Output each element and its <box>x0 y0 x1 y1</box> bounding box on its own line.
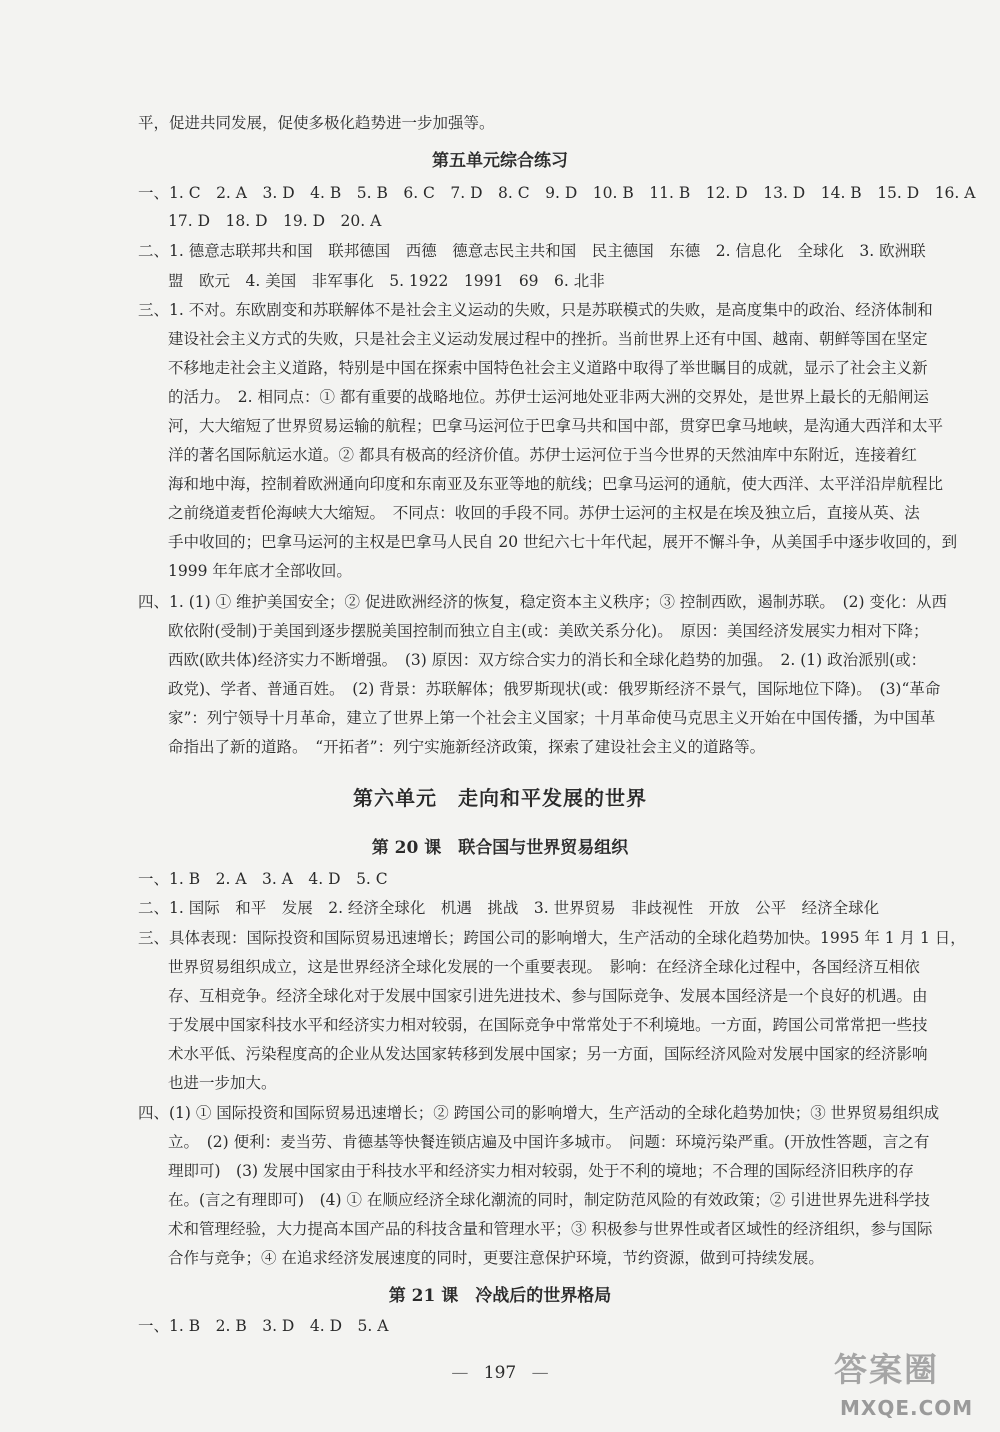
answer-line: 1999 年年底才全部收回。 <box>168 562 352 580</box>
lesson20-heading: 第 20 课 联合国与世界贸易组织 <box>371 838 629 858</box>
answer-line: 一、1. B 2. B 3. D 4. D 5. A <box>138 1317 389 1335</box>
answer-line: 在。(言之有理即可) (4) ① 在顺应经济全球化潮流的同时，制定防范风险的有效政策；② 引进世界先进科学技 <box>168 1191 930 1209</box>
answer-line: 三、1. 不对。东欧剧变和苏联解体不是社会主义运动的失败，只是苏联模式的失败，是高度集中的政治、经济体制和 <box>138 301 933 319</box>
answer-line: 17. D 18. D 19. D 20. A <box>168 212 382 230</box>
answer-line: 术和管理经验，大力提高本国产品的科技含量和管理水平；③ 积极参与世界性或者区域性的经济组织，参与国际 <box>168 1220 933 1238</box>
answer-line: 二、1. 德意志联邦共和国 联邦德国 西德 德意志民主共和国 民主德国 东德 2. 信息化 全球化 3. 欧洲联 <box>138 242 926 260</box>
answer-line: 四、1. (1) ① 维护美国安全；② 促进欧洲经济的恢复，稳定资本主义秩序；③ 控制西欧，遏制苏联。 (2) 变化：从西 <box>138 593 948 611</box>
watermark-logo-text: 答案圈 <box>834 1350 939 1389</box>
answer-line: 政党)、学者、普通百姓。 (2) 背景：苏联解体；俄罗斯现状(或：俄罗斯经济不景气，国际地位下降)。 (3)“革命 <box>168 680 941 698</box>
answer-line: 存、互相竞争。经济全球化对于发展中国家引进先进技术、参与国际竞争、发展本国经济是一个良好的机遇。由 <box>168 987 928 1005</box>
intro-line: 平，促进共同发展，促使多极化趋势进一步加强等。 <box>138 114 495 132</box>
answer-line: 西欧(欧共体)经济实力不断增强。 (3) 原因：双方综合实力的消长和全球化趋势的加强。 2. (1) 政治派别(或： <box>168 651 927 669</box>
answer-line: 二、1. 国际 和平 发展 2. 经济全球化 机遇 挑战 3. 世界贸易 非歧视性 开放 公平 经济全球化 <box>138 899 880 917</box>
answer-line: 手中收回的；巴拿马运河的主权是巴拿马人民自 20 世纪六七十年代起，展开不懈斗争，从美国手中逐步收回的，到 <box>168 533 958 551</box>
page-number-dash-right: — <box>531 1363 549 1383</box>
answer-line: 理即可) (3) 发展中国家由于科技水平和经济实力相对较弱，处于不利的境地；不合理的国际经济旧秩序的存 <box>168 1162 914 1180</box>
answer-line: 命指出了新的道路。 “开拓者”：列宁实施新经济政策，探索了建设社会主义的道路等。 <box>168 738 766 756</box>
answer-line: 术水平低、污染程度高的企业从发达国家转移到发展中国家；另一方面，国际经济风险对发展中国家的经济影响 <box>168 1045 928 1063</box>
answer-line: 一、1. C 2. A 3. D 4. B 5. B 6. C 7. D 8. C 9. D 10. B 11. B 12. D 13. D 14. B 15. D 16. A <box>138 184 976 202</box>
answer-line: 盟 欧元 4. 美国 非军事化 5. 1922 1991 69 6. 北非 <box>168 272 605 290</box>
answer-line: 建设社会主义方式的失败，只是社会主义运动发展过程中的挫折。当前世界上还有中国、越南、朝鲜等国在坚定 <box>168 330 928 348</box>
answer-line: 三、具体表现：国际投资和国际贸易迅速增长；跨国公司的影响增大，生产活动的全球化趋势加快。1995 年 1 月 1 日， <box>138 929 966 947</box>
lesson21-heading: 第 21 课 冷战后的世界格局 <box>388 1286 612 1306</box>
watermark-site-text: MXQE.COM <box>840 1396 974 1420</box>
answer-line: 家”：列宁领导十月革命，建立了世界上第一个社会主义国家；十月革命使马克思主义开始在中国传播，为中国革 <box>168 709 936 727</box>
answer-line: 洋的著名国际航运水道。② 都具有极高的经济价值。苏伊士运河位于当今世界的天然油库中东附近，连接着红 <box>168 446 917 464</box>
answer-line: 海和地中海，控制着欧洲通向印度和东南亚及东亚等地的航线；巴拿马运河的通航，使大西洋、太平洋沿岸航程比 <box>168 475 944 493</box>
answer-line: 四、(1) ① 国际投资和国际贸易迅速增长；② 跨国公司的影响增大，生产活动的全球化趋势加快；③ 世界贸易组织成 <box>138 1104 940 1122</box>
unit5-heading: 第五单元综合练习 <box>432 151 568 171</box>
answer-line: 不移地走社会主义道路，特别是中国在探索中国特色社会主义道路中取得了举世瞩目的成就，显示了社会主义新 <box>168 359 928 377</box>
answer-line: 的活力。 2. 相同点：① 都有重要的战略地位。苏伊士运河地处亚非两大洲的交界处，是世界上最长的无船闸运 <box>168 388 929 406</box>
answer-line: 一、1. B 2. A 3. A 4. D 5. C <box>138 870 388 888</box>
answer-line: 之前绕道麦哲伦海峡大大缩短。 不同点：收回的手段不同。苏伊士运河的主权是在埃及独立后，直接从英、法 <box>168 504 920 522</box>
answer-line: 欧依附(受制)于美国到逐步摆脱美国控制而独立自主(或：美欧关系分化)。 原因：美国经济发展实力相对下降； <box>168 622 929 640</box>
watermark-logo <box>832 1344 982 1422</box>
page-number-value: 197 <box>483 1363 517 1383</box>
answer-line: 立。 (2) 便利：麦当劳、肯德基等快餐连锁店遍及中国许多城市。 问题：环境污染严重。(开放性答题，言之有 <box>168 1133 930 1151</box>
unit6-heading: 第六单元 走向和平发展的世界 <box>353 786 647 810</box>
answer-line: 合作与竞争；④ 在追求经济发展速度的同时，更要注意保护环境，节约资源，做到可持续发展。 <box>168 1249 824 1267</box>
page-number-dash-left: — <box>451 1363 469 1383</box>
answer-line: 于发展中国家科技水平和经济实力相对较弱，在国际竞争中常常处于不利境地。一方面，跨国公司常常把一些技 <box>168 1016 928 1034</box>
answer-line: 也进一步加大。 <box>168 1074 277 1092</box>
answer-line: 河，大大缩短了世界贸易运输的航程；巴拿马运河位于巴拿马共和国中部，贯穿巴拿马地峡，是沟通大西洋和太平 <box>168 417 944 435</box>
answer-line: 世界贸易组织成立，这是世界经济全球化发展的一个重要表现。 影响：在经济全球化过程中，各国经济互相依 <box>168 958 920 976</box>
